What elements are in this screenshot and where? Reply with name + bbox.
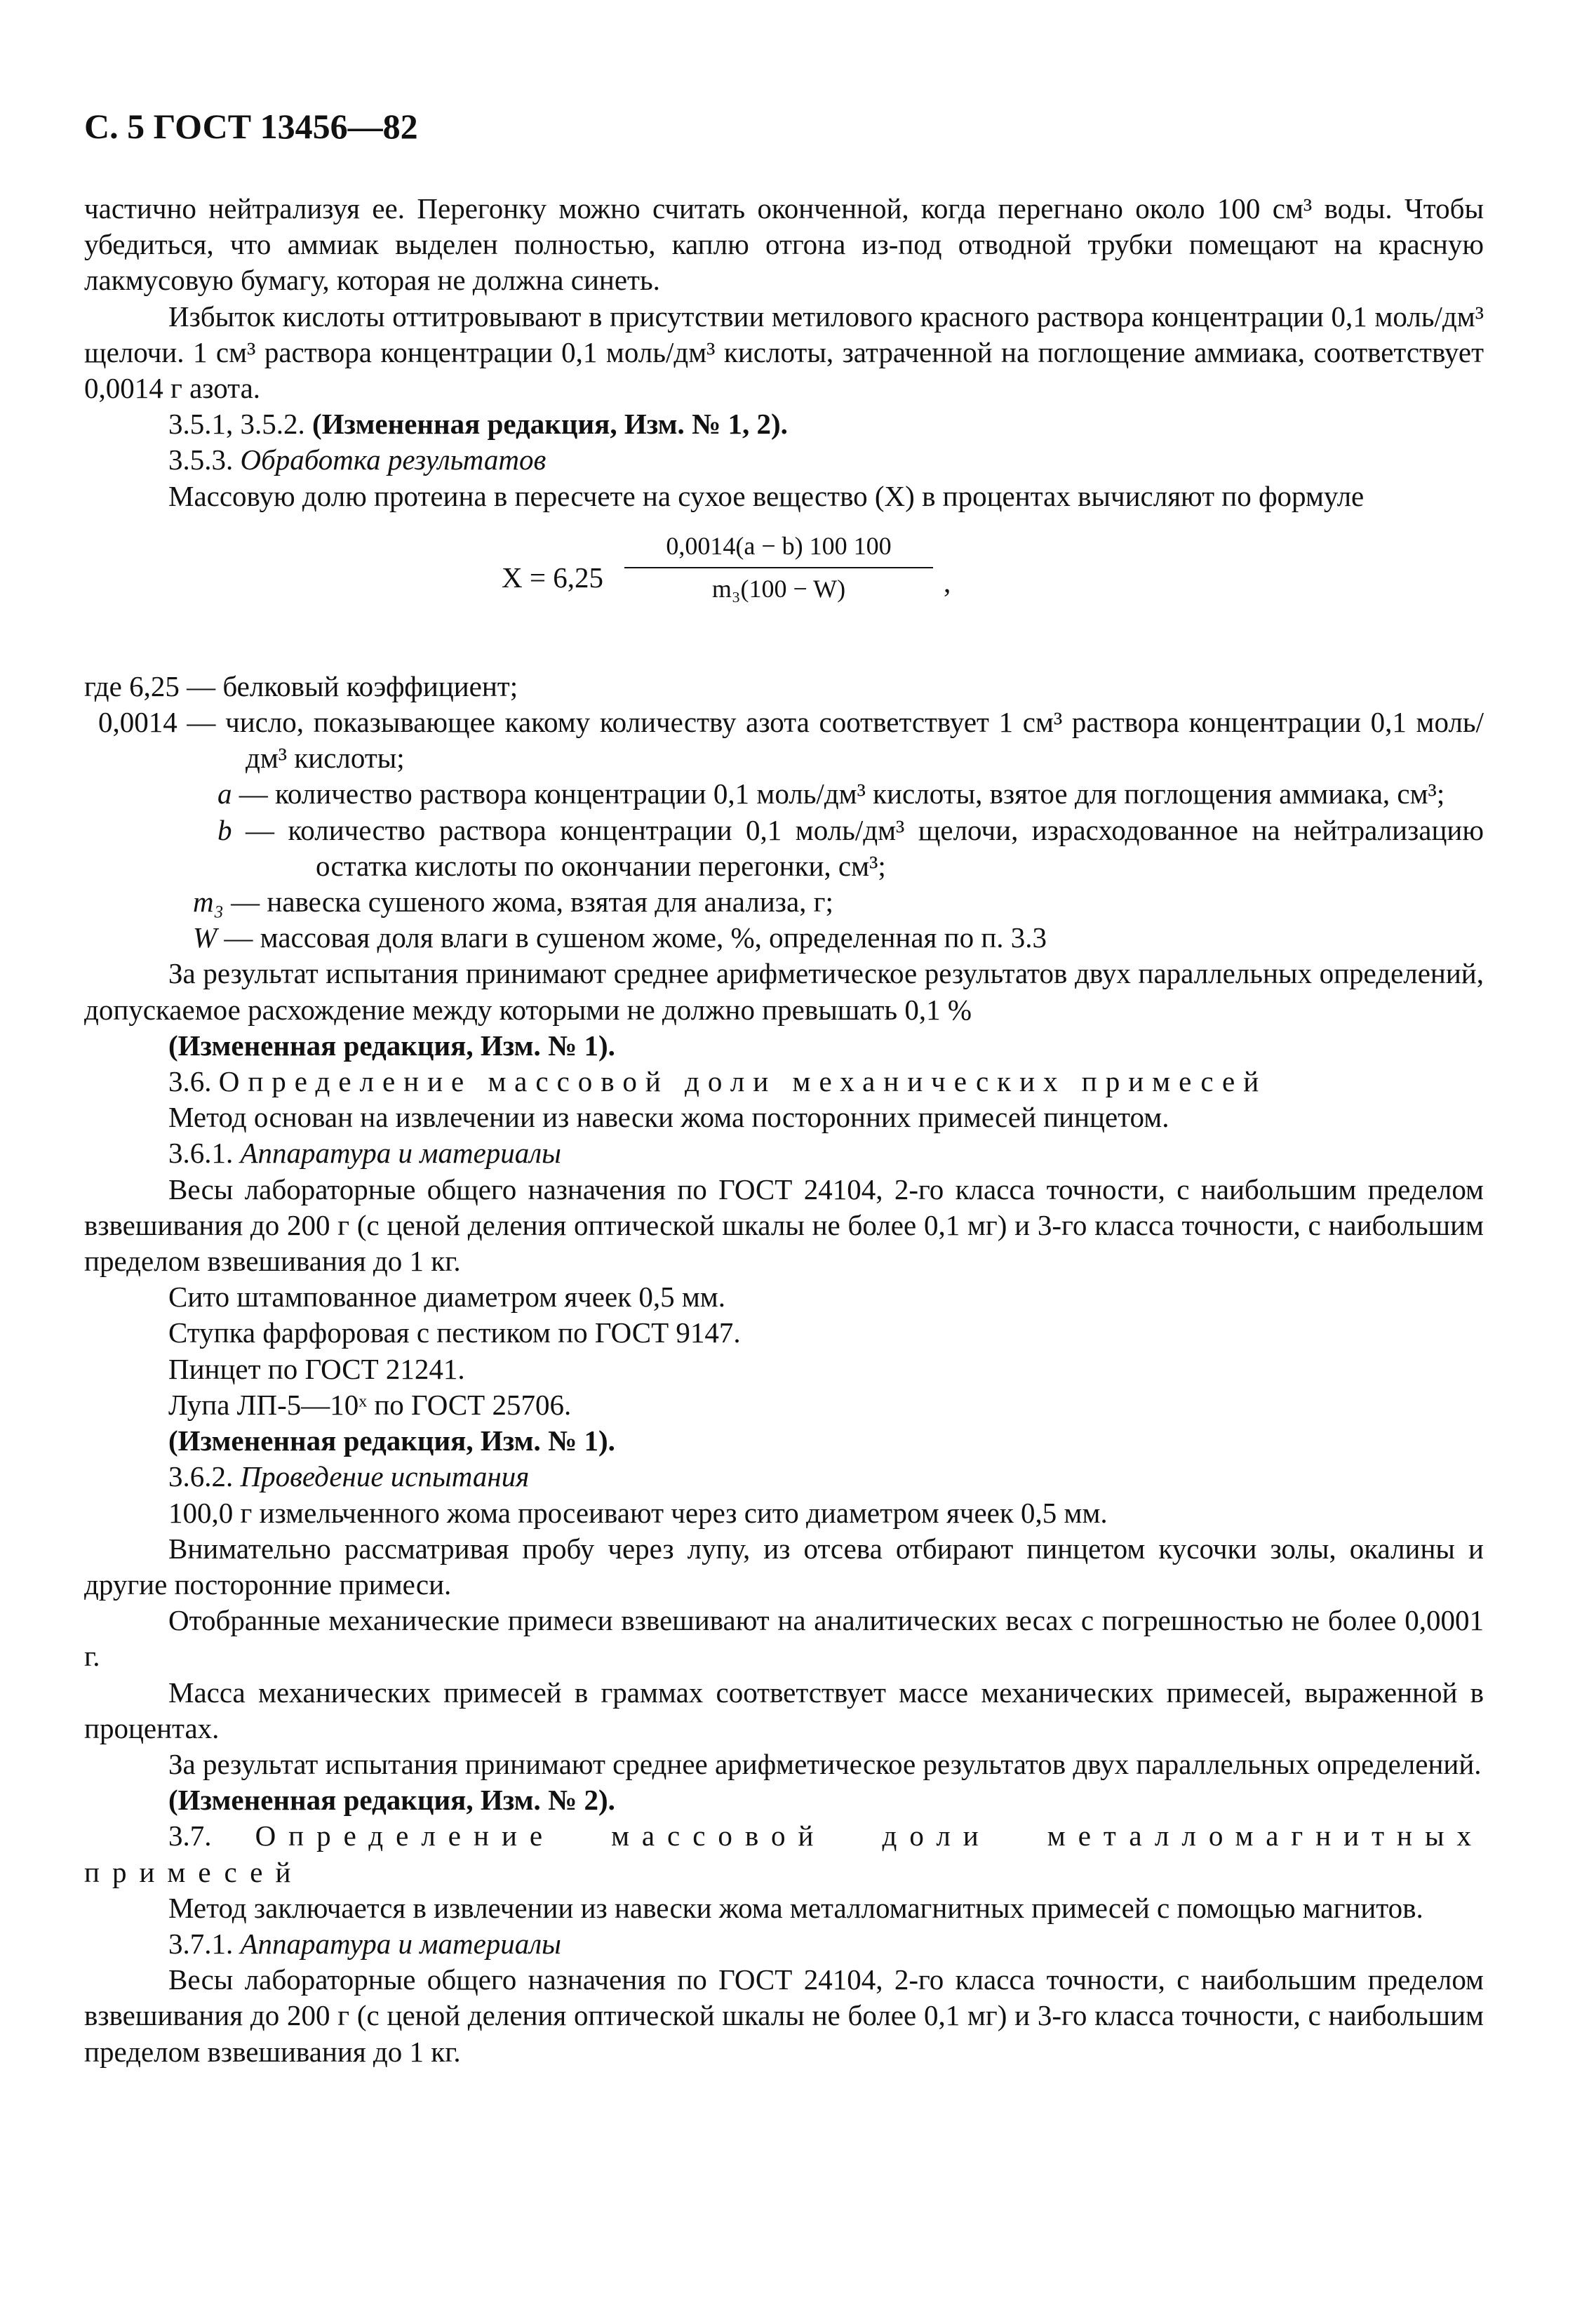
formula-lhs: X = 6,25 bbox=[502, 561, 603, 594]
definition bbox=[84, 884, 1484, 920]
clause-title: Аппаратура и материалы bbox=[240, 1137, 561, 1170]
amendment-note: (Измененная редакция, Изм. № 2). bbox=[168, 1784, 615, 1817]
amendment-text: (Измененная редакция, Изм. № 1, 2). bbox=[312, 408, 788, 441]
paragraph: Избыток кислоты оттитровывают в присутствии метилового красного раствора концентрации 0,1 моль/дм³ щелочи. 1 см³ раствора концентрации 0,1 моль/дм³ кислоты, затраченной на поглощение аммиака, соответствует 0,0014 г азота. bbox=[84, 300, 1484, 405]
symbol: m₃ bbox=[193, 886, 224, 919]
symbol: a bbox=[217, 777, 232, 810]
definition bbox=[84, 920, 1484, 956]
paragraph: Метод заключается в извлечении из навески жома металломагнитных примесей с помощью магнитов. bbox=[168, 1891, 1423, 1924]
document-page bbox=[84, 105, 1484, 2070]
definition bbox=[84, 776, 1484, 812]
definition bbox=[84, 813, 1484, 884]
clause-heading bbox=[84, 1135, 1484, 1171]
clause-title: Проведение испытания bbox=[240, 1460, 530, 1493]
clause-number: 3.6.2. bbox=[168, 1460, 241, 1493]
definition-text: — количество раствора концентрации 0,1 моль/дм³ кислоты, взятое для поглощения аммиака, см³; bbox=[232, 777, 1445, 810]
formula-denominator: m₃(100 − W) bbox=[711, 575, 846, 603]
paragraph: частично нейтрализуя ее. Перегонку можно считать оконченной, когда перегнано около 100 см³ воды. Чтобы убедиться, что аммиак выделен полностью, каплю отгона из-под отводной трубки помещают на красную лакмусовую бумагу, которая не должна синеть. bbox=[84, 192, 1484, 297]
clause-number: 3.5.1, 3.5.2. bbox=[168, 408, 312, 441]
clause-number: 3.5.3. bbox=[168, 443, 241, 476]
formula bbox=[84, 528, 1484, 641]
page-header: С. 5 ГОСТ 13456—82 bbox=[84, 107, 418, 146]
definition-text: — массовая доля влаги в сушеном жоме, %, определенная по п. 3.3 bbox=[217, 921, 1047, 954]
clause-heading bbox=[84, 442, 1484, 478]
symbol: b bbox=[217, 813, 232, 846]
amendment-note: (Измененная редакция, Изм. № 1). bbox=[168, 1424, 615, 1457]
paragraph: Масса механических примесей в граммах соответствует массе механических примесей, выраженной в процентах. bbox=[84, 1676, 1484, 1744]
paragraph: Сито штампованное диаметром ячеек 0,5 мм. bbox=[168, 1281, 725, 1314]
clause-title: Обработка результатов bbox=[240, 443, 547, 476]
definition: где 6,25 — белковый коэффициент; bbox=[84, 669, 518, 702]
paragraph: Отобранные механические примеси взвешивают на аналитических весах с погрешностью не более 0,0001 г. bbox=[84, 1604, 1484, 1673]
clause-title: Аппаратура и материалы bbox=[240, 1927, 561, 1960]
clause-heading bbox=[84, 1926, 1484, 1962]
clause-number: 3.7.1. bbox=[168, 1927, 241, 1960]
amendment-note: (Измененная редакция, Изм. № 1). bbox=[168, 1029, 615, 1062]
symbol: W bbox=[193, 921, 217, 954]
paragraph: 100,0 г измельченного жома просеивают через сито диаметром ячеек 0,5 мм. bbox=[168, 1496, 1108, 1529]
definition-text: — количество раствора концентрации 0,1 моль/дм³ щелочи, израсходованное на нейтрализацию остатка кислоты по окончании перегонки, см³; bbox=[232, 813, 1484, 882]
paragraph: Весы лабораторные общего назначения по ГОСТ 24104, 2-го класса точности, с наибольшим пределом взвешивания до 200 г (с ценой деления оптической шкалы не более 0,1 мг) и 3-го класса точности, с наибольшим пределом взвешивания до 1 кг. bbox=[84, 1173, 1484, 1278]
document-body bbox=[84, 191, 1484, 2070]
definitions-list bbox=[84, 669, 1484, 956]
section-heading bbox=[84, 1818, 1484, 1890]
paragraph: Весы лабораторные общего назначения по ГОСТ 24104, 2-го класса точности, с наибольшим пределом взвешивания до 200 г (с ценой деления оптической шкалы не более 0,1 мг) и 3-го класса точности, с наибольшим пределом взвешивания до 1 кг. bbox=[84, 1963, 1484, 2068]
paragraph: Внимательно рассматривая пробу через лупу, из отсева отбирают пинцетом кусочки золы, окалины и другие посторонние примеси. bbox=[84, 1532, 1484, 1601]
paragraph: Метод основан на извлечении из навески жома посторонних примесей пинцетом. bbox=[168, 1101, 1169, 1134]
paragraph: Лупа ЛП-5—10ˣ по ГОСТ 25706. bbox=[168, 1388, 572, 1421]
formula-numerator: 0,0014(a − b) 100 100 bbox=[624, 528, 933, 568]
paragraph: Массовую долю протеина в пересчете на сухое вещество (X) в процентах вычисляют по формуле bbox=[168, 479, 1365, 512]
clause-number: 3.6. bbox=[168, 1065, 219, 1098]
paragraph: Ступка фарфоровая с пестиком по ГОСТ 9147. bbox=[168, 1316, 741, 1349]
clause-heading bbox=[84, 1459, 1484, 1495]
paragraph: За результат испытания принимают среднее арифметическое результатов двух параллельных определений, допускаемое расхождение между которыми не должно превышать 0,1 % bbox=[84, 957, 1484, 1026]
paragraph: Пинцет по ГОСТ 21241. bbox=[168, 1352, 465, 1385]
clause-number: 3.6.1. bbox=[168, 1137, 241, 1170]
section-title: Определение массовой доли механических примесей bbox=[218, 1065, 1268, 1098]
definition-text: — навеска сушеного жома, взятая для анализа, г; bbox=[223, 886, 833, 919]
paragraph: За результат испытания принимают среднее арифметическое результатов двух параллельных определений. bbox=[168, 1747, 1482, 1780]
definition: 0,0014 — число, показывающее какому количеству азота соответствует 1 см³ раствора концентрации 0,1 моль/дм³ кислоты; bbox=[98, 706, 1484, 775]
formula-fraction bbox=[624, 528, 933, 607]
section-heading bbox=[84, 1064, 1484, 1100]
section-title: Определение массовой доли металломагнитных примесей bbox=[84, 1819, 1484, 1888]
clause-number: 3.7. bbox=[168, 1819, 255, 1852]
formula-comma: , bbox=[944, 566, 951, 599]
amendment-note bbox=[84, 406, 1484, 442]
